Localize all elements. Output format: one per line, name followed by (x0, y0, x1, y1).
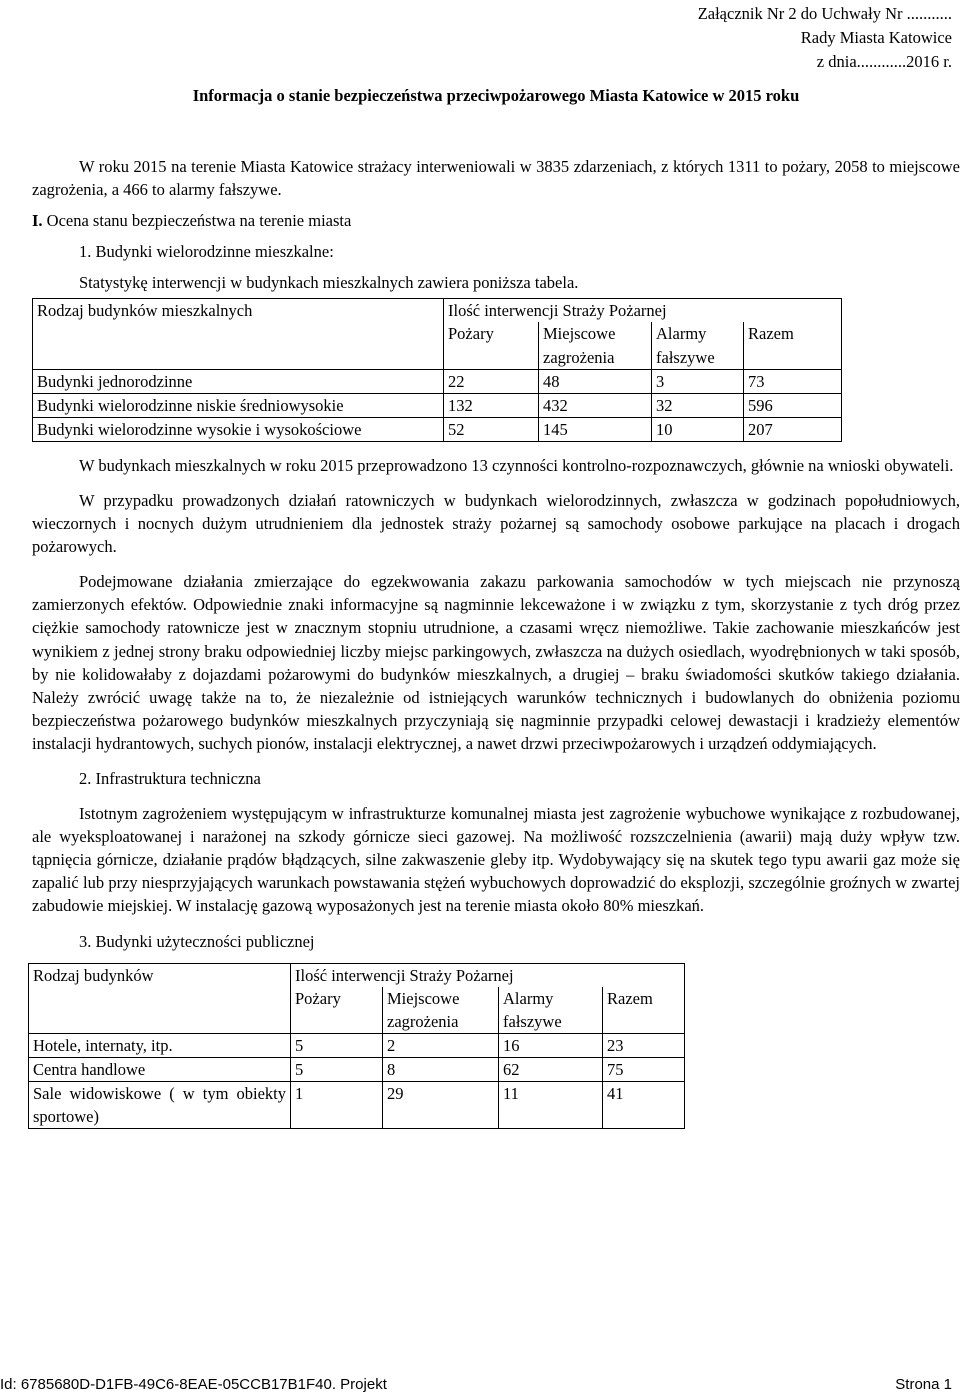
row-type: Centra handlowe (29, 1058, 291, 1082)
row-false: 32 (652, 393, 744, 417)
row-local: 145 (539, 417, 652, 441)
attachment-header (32, 2, 960, 74)
row-local: 2 (383, 1033, 499, 1057)
row-total: 207 (744, 417, 842, 441)
row-type: Sale widowiskowe ( w tym obiekty sportowe) (29, 1082, 291, 1129)
row-type: Budynki wielorodzinne wysokie i wysokościowe (33, 417, 444, 441)
intro-paragraph: W roku 2015 na terenie Miasta Katowice strażacy interweniowali w 3835 zdarzeniach, z których 1311 to pożary, 2058 to miejscowe zagrożenia, a 466 to alarmy fałszywe. (32, 156, 960, 199)
row-fires: 5 (291, 1058, 383, 1082)
table-row (29, 1082, 685, 1129)
row-type: Budynki jednorodzinne (33, 369, 444, 393)
row-local: 8 (383, 1058, 499, 1082)
row-local: 29 (383, 1082, 499, 1129)
row-false: 16 (499, 1033, 603, 1057)
subsection-heading-3: 3. Budynki użyteczności publicznej (79, 931, 315, 951)
header-line-2: Rady Miasta Katowice (800, 27, 952, 47)
header-line-3: z dnia............2016 r. (816, 51, 952, 71)
section-heading-1 (32, 209, 960, 232)
document-id: Id: 6785680D-D1FB-49C6-8EAE-05CCB17B1F40. Projekt (0, 1376, 387, 1393)
row-local: 48 (539, 369, 652, 393)
residential-interventions-table (32, 298, 842, 442)
row-type: Budynki wielorodzinne niskie średniowysokie (33, 393, 444, 417)
table1-col-total: Razem (744, 322, 842, 369)
row-false: 62 (499, 1058, 603, 1082)
row-false: 3 (652, 369, 744, 393)
row-total: 75 (603, 1058, 685, 1082)
row-fires: 1 (291, 1082, 383, 1129)
table2-col-fires: Pożary (291, 987, 383, 1034)
section-number: I. (32, 211, 43, 231)
statistics-intro: Statystykę interwencji w budynkach mieszkalnych zawiera poniższa tabela. (79, 273, 579, 293)
paragraph-actions: Podejmowane działania zmierzające do egzekwowania zakazu parkowania samochodów w tych miejscach nie przynoszą zamierzonych efektów. Odpowiednie znaki informacyjne są nagminnie lekceważone i w związku z tym, skorzystanie z tych dróg przez ciężkie samochody ratownicze jest w znacznym stopniu utrudnione, a czasami wręcz niemożliwe. Takie zachowanie mieszkańców jest wynikiem z jednej strony braku odpowiedniej liczby miejsc parkingowych, zwłaszcza na dużych osiedlach, wyodrębnionych w taki sposób, by nie kolidowałaby z dojazdami pożarowymi do budynków mieszkalnych, a drugiej – braku świadomości skutków takiego działania. Należy zwrócić uwagę także na to, że niezależnie od istniejących warunków technicznych i budowlanych do obniżenia poziomu bezpieczeństwa pożarowego budynków mieszkalnych przyczyniają się nagminnie przypadki celowej dewastacji i kradzieży elementów instalacji hydrantowych, suchych pionów, instalacji elektrycznej, a nawet drzwi przeciwpożarowych i urządzeń oddymiających. (32, 572, 960, 753)
row-fires: 132 (444, 393, 539, 417)
table2-col-total: Razem (603, 987, 685, 1034)
table1-head-count: Ilość interwencji Straży Pożarnej (444, 299, 842, 323)
row-fires: 22 (444, 369, 539, 393)
row-total: 41 (603, 1082, 685, 1129)
row-type: Hotele, internaty, itp. (29, 1033, 291, 1057)
paragraph-infrastructure: Istotnym zagrożeniem występującym w infrastrukturze komunalnej miasta jest zagrożenie wybuchowe wynikające z rozbudowanej, ale wyeksploatowanej i narażonej na szkody górnicze sieci gazowej. Na możliwość rozszczelnienia (awarii) mają duży wpływ tzw. tąpnięcia górnicze, działanie prądów błądzących, silne zakwaszenie gleby itp. Wydobywający się na skutek tego typu awarii gaz może się zapalić lub przy niesprzyjających warunkach powstawania stężeń wybuchowych doprowadzić do eksplozji, szczególnie groźnych w zwartej zabudowie miejskiej. W instalację gazową wyposażonych jest na terenie miasta około 80% mieszkań. (32, 804, 960, 916)
row-total: 596 (744, 393, 842, 417)
table1-col-false: Alarmy fałszywe (652, 322, 744, 369)
header-line-1: Załącznik Nr 2 do Uchwały Nr ........... (697, 4, 952, 23)
public-buildings-table (28, 963, 685, 1130)
table-row (29, 1033, 685, 1057)
paragraph-inspections: W budynkach mieszkalnych w roku 2015 przeprowadzono 13 czynności kontrolno-rozpoznawczych, głównie na wnioski obywateli. (79, 455, 954, 475)
section-title: Ocena stanu bezpieczeństwa na terenie miasta (46, 211, 352, 231)
table1-head-type: Rodzaj budynków mieszkalnych (33, 299, 444, 369)
table1-col-local: Miejscowe zagrożenia (539, 322, 652, 369)
table1-col-fires: Pożary (444, 322, 539, 369)
row-fires: 52 (444, 417, 539, 441)
document-title: Informacja o stanie bezpieczeństwa przeciwpożarowego Miasta Katowice w 2015 roku (192, 85, 800, 105)
table2-col-false: Alarmy fałszywe (499, 987, 603, 1034)
subsection-heading-2: 2. Infrastruktura techniczna (79, 769, 261, 789)
row-total: 23 (603, 1033, 685, 1057)
document-page (32, 0, 960, 1129)
paragraph-parking: W przypadku prowadzonych działań ratowniczych w budynkach wielorodzinnych, zwłaszcza w godzinach popołudniowych, wieczornych i nocnych dużym utrudnieniem dla jednostek straży pożarnej są samochody osobowe parkujące na placach i drogach pożarowych. (32, 490, 960, 557)
table2-head-type: Rodzaj budynków (29, 963, 291, 1033)
table2-col-local: Miejscowe zagrożenia (383, 987, 499, 1034)
table2-head-count: Ilość interwencji Straży Pożarnej (291, 963, 685, 987)
row-total: 73 (744, 369, 842, 393)
subsection-heading-1: 1. Budynki wielorodzinne mieszkalne: (79, 242, 334, 262)
table-row (29, 1058, 685, 1082)
row-fires: 5 (291, 1033, 383, 1057)
row-local: 432 (539, 393, 652, 417)
table-row (33, 417, 842, 441)
row-false: 10 (652, 417, 744, 441)
table-row (33, 369, 842, 393)
page-number: Strona 1 (895, 1376, 952, 1393)
table-row (33, 393, 842, 417)
row-false: 11 (499, 1082, 603, 1129)
